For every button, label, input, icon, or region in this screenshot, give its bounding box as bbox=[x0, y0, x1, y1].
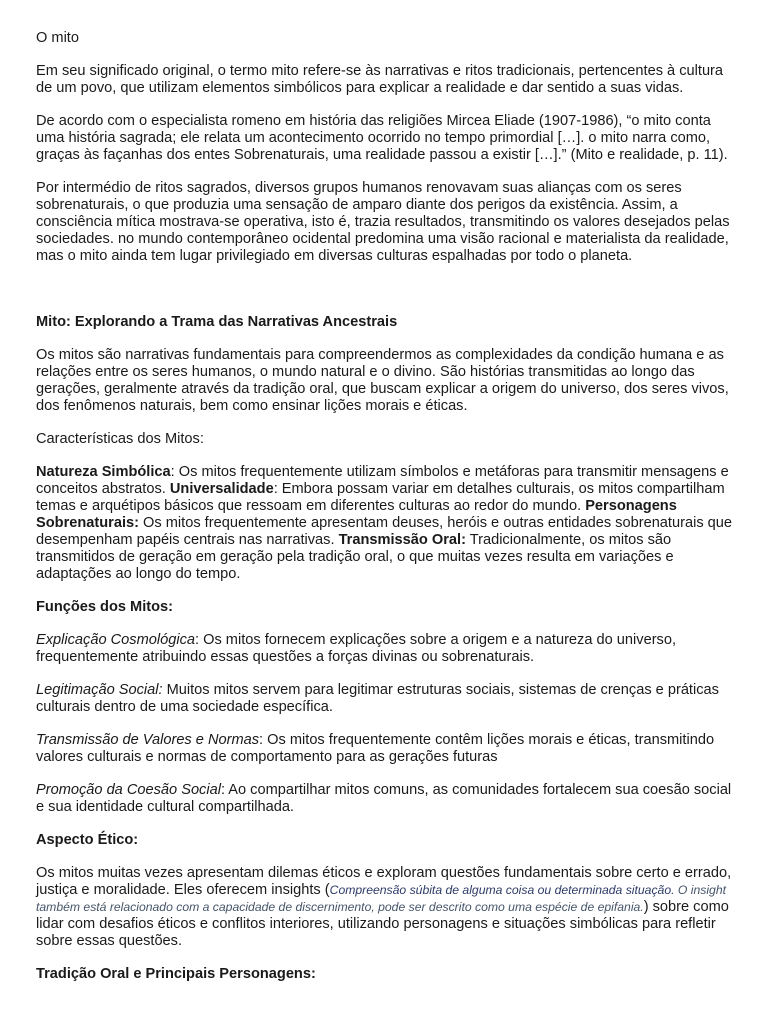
term-personagens-sobrenaturais: Personagens Sobrenaturais: bbox=[36, 498, 677, 531]
function-term: Transmissão de Valores e Normas bbox=[36, 732, 260, 748]
characteristics-paragraph bbox=[36, 464, 738, 583]
desc-universalidade: : Embora possam variar em detalhes culturais, os mitos compartilham temas e arquétipos básicos que ressoam em diferentes culturas ao redor do mundo. bbox=[36, 481, 725, 514]
section-gap bbox=[36, 281, 738, 314]
function-term: Promoção da Coesão Social bbox=[36, 782, 221, 798]
ethics-text-after: ) sobre como lidar com desafios éticos e conflitos interiores, utilizando personagens e situações simbólicas para refletir sobre essas questões. bbox=[36, 899, 729, 949]
function-desc: : Ao compartilhar mitos comuns, as comunidades fortalecem sua coesão social e sua identidade cultural compartilhada. bbox=[36, 782, 732, 815]
intro-paragraph-3: Por intermédio de ritos sagrados, diversos grupos humanos renovavam suas alianças com os seres sobrenaturais, o que produzia uma sensação de amparo diante dos perigos da existência. Assim, a consciência mítica mostrava-se operativa, isto é, trazia resultados, transmitindo os valores desejados pelas sociedades. no mundo contemporâneo ocidental predomina uma visão racional e materialista da realidade, mas o mito ainda tem lugar privilegiado em diversas culturas espalhadas por todo o planeta. bbox=[36, 180, 730, 264]
section-heading-tradicao: Tradição Oral e Principais Personagens: bbox=[36, 966, 316, 982]
function-item bbox=[36, 632, 738, 666]
ethics-paragraph bbox=[36, 865, 738, 950]
term-universalidade: Universalidade bbox=[169, 481, 274, 497]
ethics-text-before: Os mitos muitas vezes apresentam dilemas éticos e exploram questões fundamentais sobre certo e errado, justiça e moralidade. Eles oferecem insights ( bbox=[36, 865, 732, 898]
section-paragraph-mito: Os mitos são narrativas fundamentais para compreendermos as complexidades da condição humana e as relações entre os seres humanos, o mundo natural e o divino. São histórias transmitidas ao longo das gerações, geralmente através da tradição oral, que buscam explicar a origem do universo, dos seres vivos, dos fenômenos naturais, bem como ensinar lições morais e éticas. bbox=[36, 347, 729, 414]
insight-extra-note: O insight também está relacionado com a capacidade de discernimento, pode ser descrito como uma espécie de epifania. bbox=[36, 883, 726, 914]
desc-personagens-sobrenaturais: Os mitos frequentemente apresentam deuses, heróis e outras entidades sobrenaturais que desempenham papéis centrais nas narrativas. bbox=[36, 515, 733, 548]
function-term: Explicação Cosmológica bbox=[36, 632, 195, 648]
section-heading-mito: Mito: Explorando a Trama das Narrativas Ancestrais bbox=[36, 314, 398, 330]
document-title: O mito bbox=[36, 30, 79, 46]
desc-natureza-simbolica: : Os mitos frequentemente utilizam símbolos e metáforas para transmitir mensagens e conceitos abstratos. bbox=[36, 464, 729, 497]
characteristics-label: Características dos Mitos: bbox=[36, 431, 204, 447]
function-item bbox=[36, 732, 738, 766]
insight-definition-note: Compreensão súbita de alguma coisa ou determinada situação. bbox=[329, 883, 675, 897]
section-heading-funcoes: Funções dos Mitos: bbox=[36, 599, 174, 615]
term-transmissao-oral: Transmissão Oral: bbox=[338, 532, 466, 548]
intro-paragraph-2: De acordo com o especialista romeno em história das religiões Mircea Eliade (1907-1986), “o mito conta uma história sagrada; ele relata um acontecimento ocorrido no tempo primordial […]. o mito narra como, graças às façanhas dos entes Sobrenaturais, uma realidade passou a existir […].” (Mito e realidade, p. 11). bbox=[36, 113, 728, 163]
desc-transmissao-oral: Tradicionalmente, os mitos são transmitidos de geração em geração pela tradição oral, o que muitas vezes resulta em variações e adaptações ao longo do tempo. bbox=[36, 532, 674, 582]
function-item bbox=[36, 682, 738, 716]
intro-paragraph-1: Em seu significado original, o termo mito refere-se às narrativas e ritos tradicionais, pertencentes à cultura de um povo, que utilizam elementos simbólicos para explicar a realidade e dar sentido a suas vidas. bbox=[36, 63, 724, 96]
term-natureza-simbolica: Natureza Simbólica bbox=[36, 464, 171, 480]
function-desc: Muitos mitos servem para legitimar estruturas sociais, sistemas de crenças e práticas culturais dentro de uma sociedade específica. bbox=[36, 682, 719, 715]
function-desc: : Os mitos fornecem explicações sobre a origem e a natureza do universo, frequentemente atribuindo essas questões a forças divinas ou sobrenaturais. bbox=[36, 632, 677, 665]
function-item bbox=[36, 782, 738, 816]
section-heading-etico: Aspecto Ético: bbox=[36, 832, 139, 848]
function-desc: : Os mitos frequentemente contêm lições morais e éticas, transmitindo valores culturais e normas de comportamento para as gerações futuras bbox=[36, 732, 715, 765]
function-term: Legitimação Social: bbox=[36, 682, 163, 698]
